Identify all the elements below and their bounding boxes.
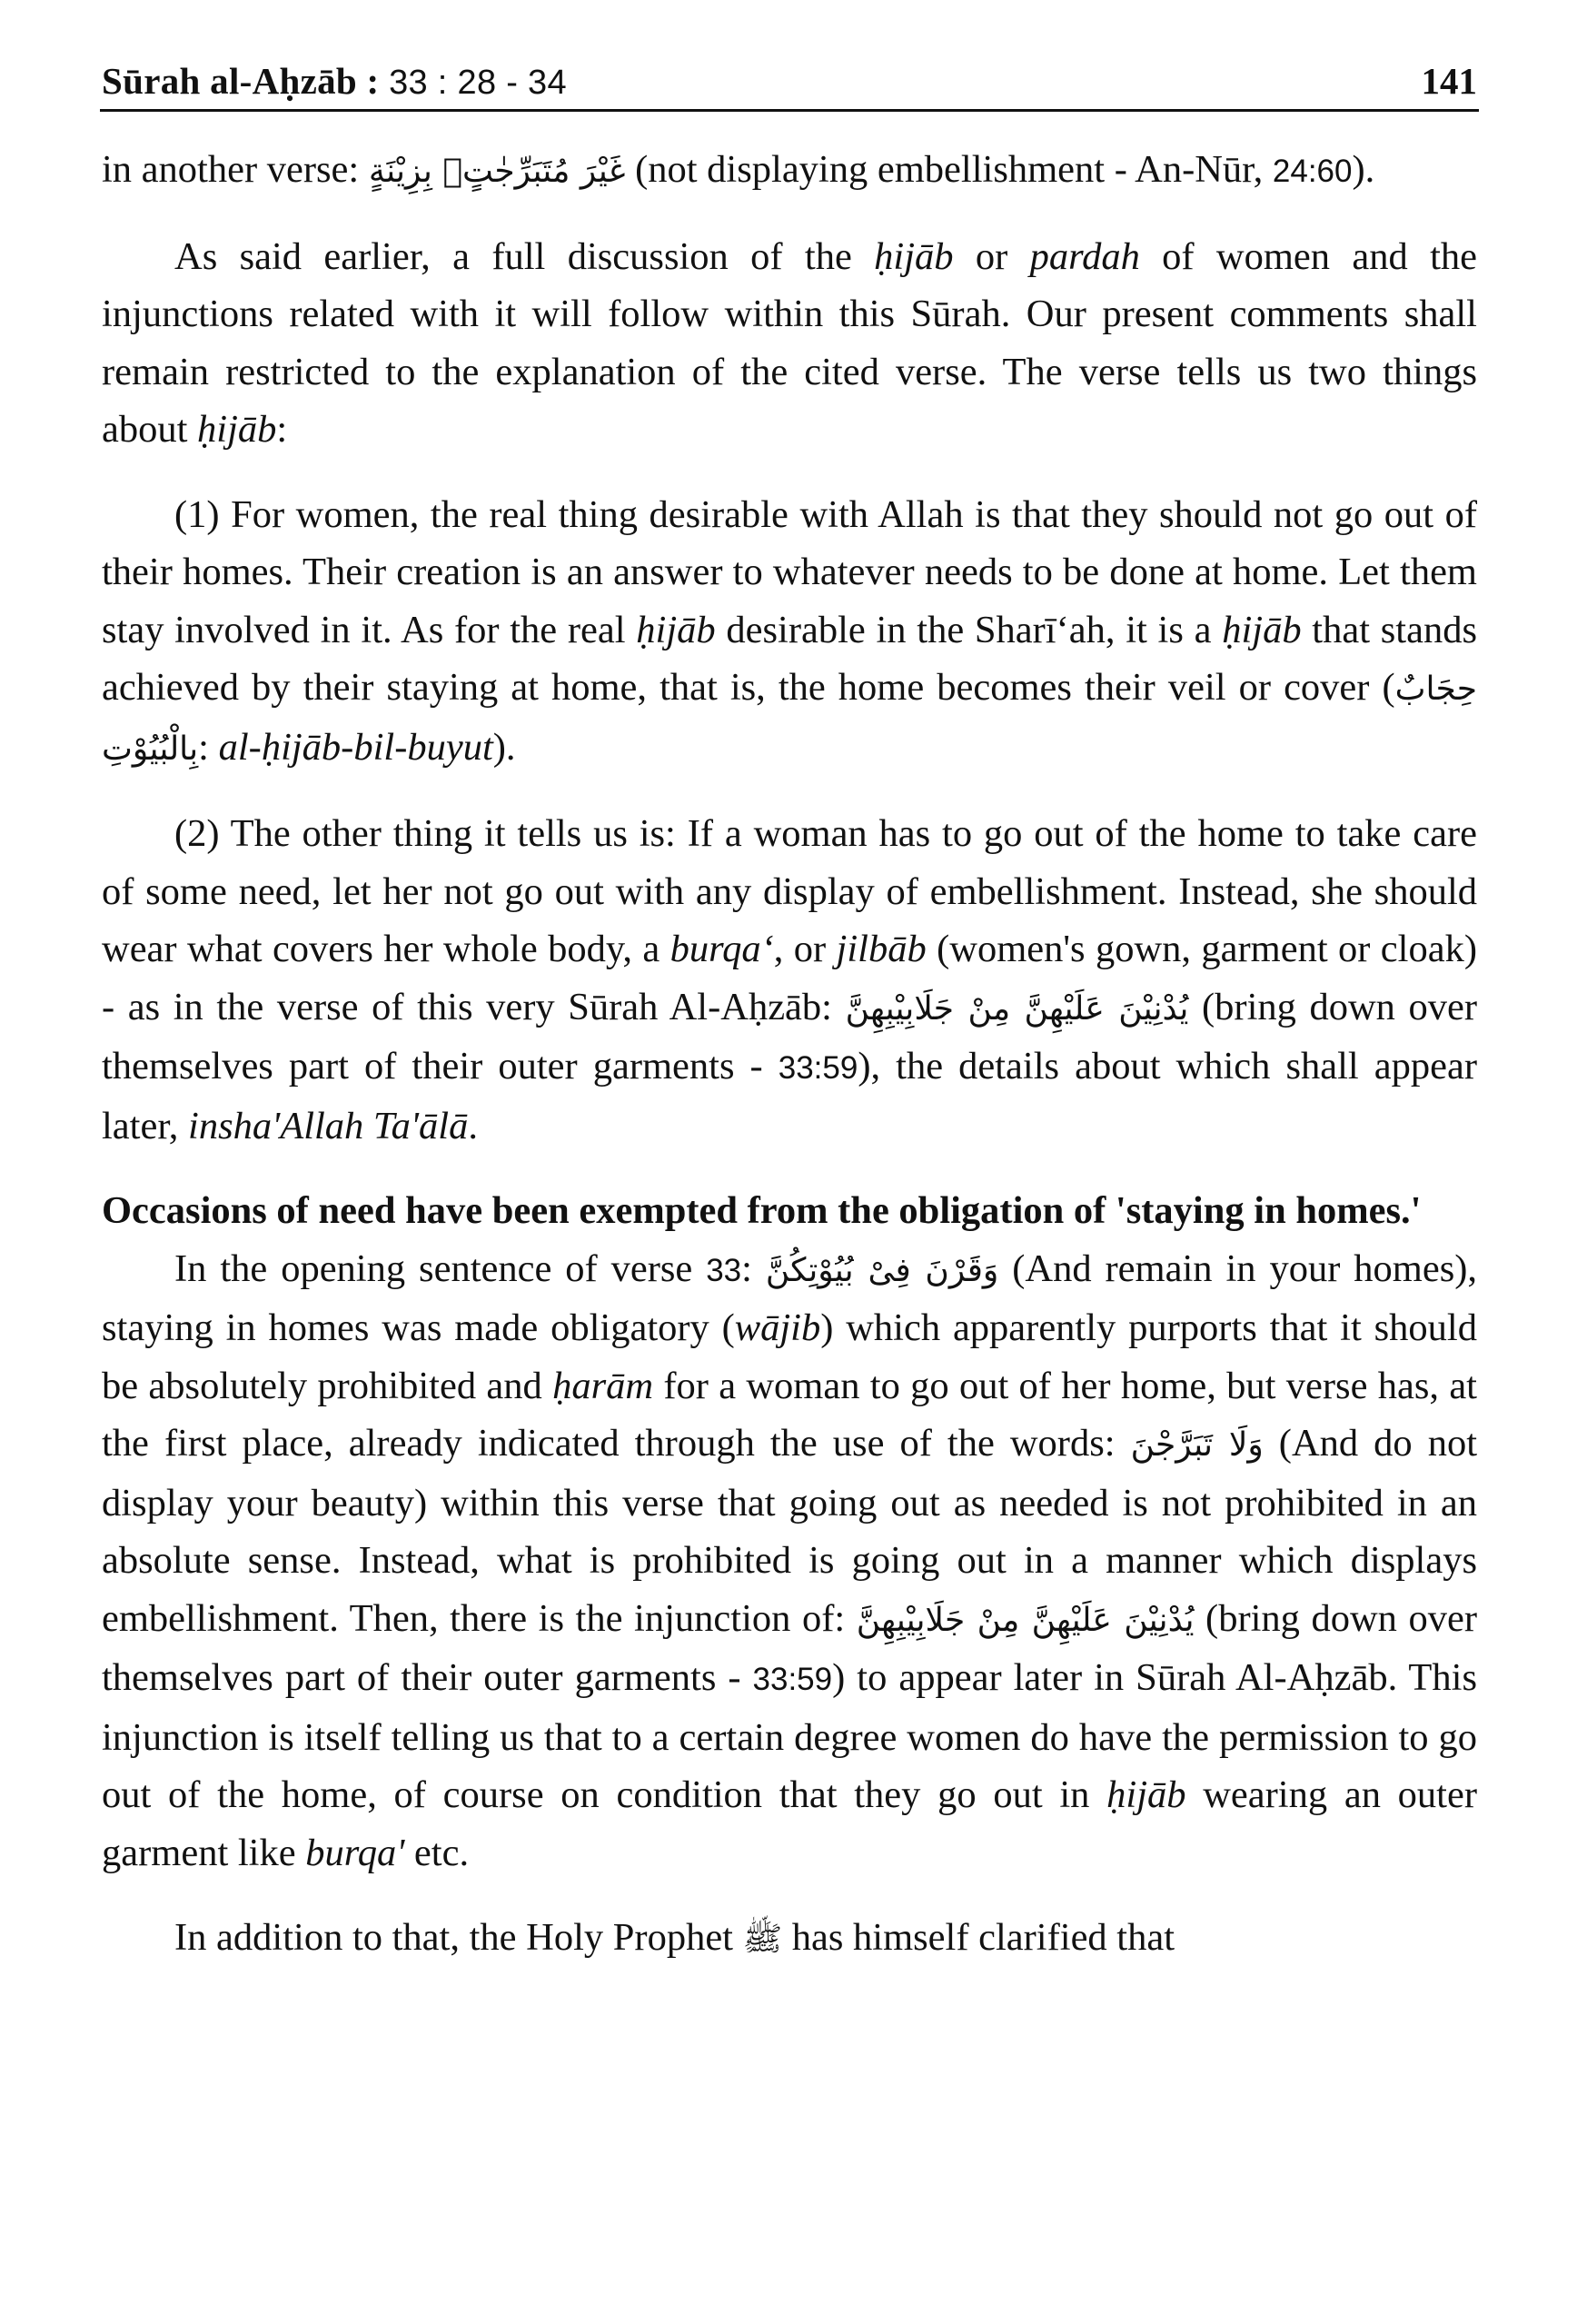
header-rule [100,109,1479,112]
running-header [102,53,1477,109]
salutation-glyph: ﷺ [742,1921,783,1958]
paragraph: In addition to that, the Holy Prophet ﷺ has himself clarified that [174,1916,1175,1959]
paragraph: In the opening sentence of verse 33: وَقَرْنَ فِىْ بُيُوْتِكُنَّ (And remain in your homes), staying in homes was made obligatory (wājib) which apparently purports that it should be absolutely prohibited and ḥarām for a woman to go out of her home, but verse has, at the first place, already indicated through the use of the words: وَلَا تَبَرَّجْنَ (And do not display your beauty) within this verse that going out as needed is not prohibited in an absolute sense. Instead, what is prohibited is going out in a manner which displays embellishment. Then, there is the injunction of: يُدْنِيْنَ عَلَيْهِنَّ مِنْ جَلَابِيْبِهِنَّ (bring down over themselves part of their outer garments - 33:59) to appear later in Sūrah Al-Aḥzāb. This injunction is itself telling us that to a certain degree women do have the permission to go out of the home, of course on condition that they go out in ḥijāb wearing an outer garment like burqa' etc. [102,1246,1478,1874]
arabic-quote: يُدْنِيْنَ عَلَيْهِنَّ مِنْ جَلَابِيْبِهِنَّ [856,1601,1195,1639]
paragraph: (1) For women, the real thing desirable with Allah is that they should not go out of their homes. Their creation is an answer to whatever needs to be done at home. Let them stay involved in it. As for the real ḥijāb desirable in the Sharī‘ah, it is a ḥijāb that stands achieved by their staying at home, that is, the home becomes their veil or cover (حِجَابٌ بِالْبُيُوْتِ: al-ḥijāb-bil-buyut). [102,492,1477,769]
paragraph: As said earlier, a full discussion of the ḥijāb or pardah of women and the injunctions related with it will follow within this Sūrah. Our present comments shall remain restricted to the explanation of the cited verse. The verse tells us two things about ḥijāb: [102,234,1478,451]
arabic-quote: حِجَابٌ بِالْبُيُوْتِ [102,670,1477,768]
body-text [102,141,1477,1969]
running-title: Sūrah al-Aḥzāb : 33 : 28 - 34 [102,60,567,102]
verse-reference: 24:60 [1272,154,1353,189]
arabic-quote: غَيْرَ مُتَبَرِّجٰتٍۭ بِزِيْنَةٍ [368,153,626,190]
arabic-quote: يُدْنِيْنَ عَلَيْهِنَّ مِنْ جَلَابِيْبِهِنَّ [845,989,1189,1028]
section-heading: Occasions of need have been exempted from the obligation of 'staying in homes.' [102,1189,1422,1232]
verse-reference: 33:59 [752,1662,833,1697]
arabic-quote: وَقَرْنَ فِىْ بُيُوْتِكُنَّ [765,1251,999,1289]
verse-range: 33 : 28 - 34 [389,64,567,102]
verse-reference: 33:59 [778,1050,858,1086]
paragraph-continuation: in another verse: غَيْرَ مُتَبَرِّجٰتٍۭ بِزِيْنَةٍ (not displaying embellishment - An-Nūr, 24:60). [102,148,1375,191]
arabic-quote: وَلَا تَبَرَّجْنَ [1130,1426,1264,1464]
paragraph: (2) The other thing it tells us is: If a woman has to go out of the home to take care of some need, let her not go out with any display of embellishment. Instead, she should wear what covers her whole body, a burqa‘, or jilbāb (women's gown, garment or cloak) - as in the verse of this very Sūrah Al-Aḥzāb: يُدْنِيْنَ عَلَيْهِنَّ مِنْ جَلَابِيْبِهِنَّ (bring down over themselves part of their outer garments - 33:59), the details about which shall appear later, insha'Allah Ta'ālā. [102,812,1477,1147]
verse-reference: 33 [706,1252,742,1288]
page-number: 141 [1421,60,1477,102]
